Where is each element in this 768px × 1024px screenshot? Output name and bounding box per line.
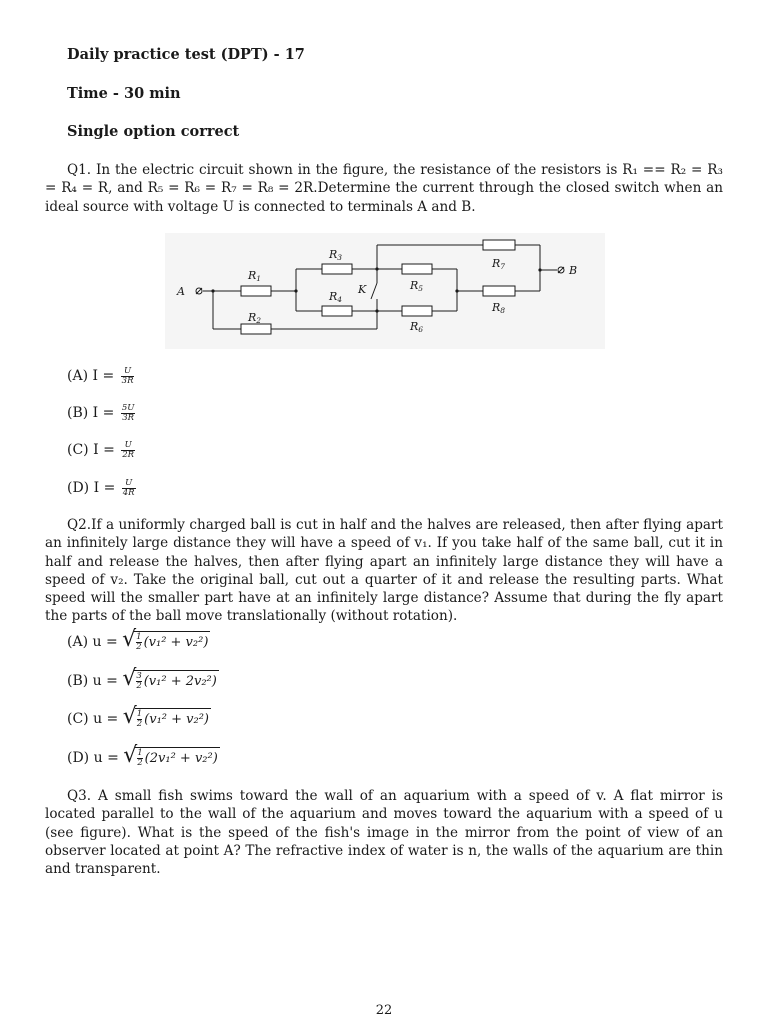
r7-label: R7 <box>492 257 506 271</box>
r5-label: R5 <box>410 279 424 293</box>
terminal-b-label: B <box>569 264 578 277</box>
test-title: Daily practice test (DPT) - 17 <box>67 46 305 63</box>
question-3-text: Q3. A small fish swims toward the wall of an aquarium with a speed of v. A flat mirror is located parallel to the wall of the aquarium and moves toward the aquarium with a speed of u (see figure). What is the speed of the fish's image in the mirror from the point of view of an observer located at point A? The refractive index of water is n, the walls of the aquarium are thin and transparent. <box>45 788 723 878</box>
q2-option-a: (A) u = √ $\frac{1}{2}$ (v₁² + v₂²) <box>67 627 209 652</box>
time-limit: Time - 30 min <box>67 85 181 102</box>
q2-option-d: (D) u = √ $\frac{1}{2}$ (2v₁² + v₂²) <box>67 743 218 768</box>
question-1-text: Q1. In the electric circuit shown in the figure, the resistance of the resistors is R₁ == R₂ = R₃ = R₄ = R, and R₅ = R₆ = R₇ = R₈ = 2R.Determine the current through the closed switch when an ideal source with voltage U is connected to terminals A and B. <box>45 162 723 215</box>
section-heading: Single option correct <box>67 123 240 140</box>
terminal-a-label: A <box>177 285 185 298</box>
q2-option-c: (C) u = √ $\frac{1}{2}$ (v₁² + v₂²) <box>67 704 210 729</box>
question-2-text: Q2.If a uniformly charged ball is cut in half and the halves are released, then after flying apart an infinitely large distance they will have a speed of v₁. If you take half of the same ball, cut it in half and release the halves, then after flying apart an infinitely large distance they will have a speed of v₂. Take the original ball, cut out a quarter of it and release the resulting parts. What speed will the smaller part have at an infinitely large distance? Assume that during the fly apart the parts of the ball move translationally (without rotation). <box>45 517 723 625</box>
r6-label: R6 <box>410 320 424 334</box>
page-number: 22 <box>375 1003 393 1018</box>
r2-label: R2 <box>248 311 262 325</box>
q1-option-b: (B) I = $\frac{5U}{3R}$ <box>67 402 135 423</box>
q2-option-b: (B) u = √ $\frac{3}{2}$ (v₁² + 2v₂²) <box>67 666 217 691</box>
switch-k-label: K <box>358 283 367 296</box>
r8-label: R8 <box>492 301 506 315</box>
r1-label: R1 <box>248 269 262 283</box>
r4-label: R4 <box>329 290 343 304</box>
q1-option-c: (C) I = $\frac{U}{2R}$ <box>67 439 135 460</box>
circuit-diagram <box>165 233 605 349</box>
q1-option-d: (D) I = $\frac{U}{4R}$ <box>67 477 135 498</box>
r3-label: R3 <box>329 248 343 262</box>
q1-option-a: (A) I = $\frac{U}{3R}$ <box>67 365 134 386</box>
